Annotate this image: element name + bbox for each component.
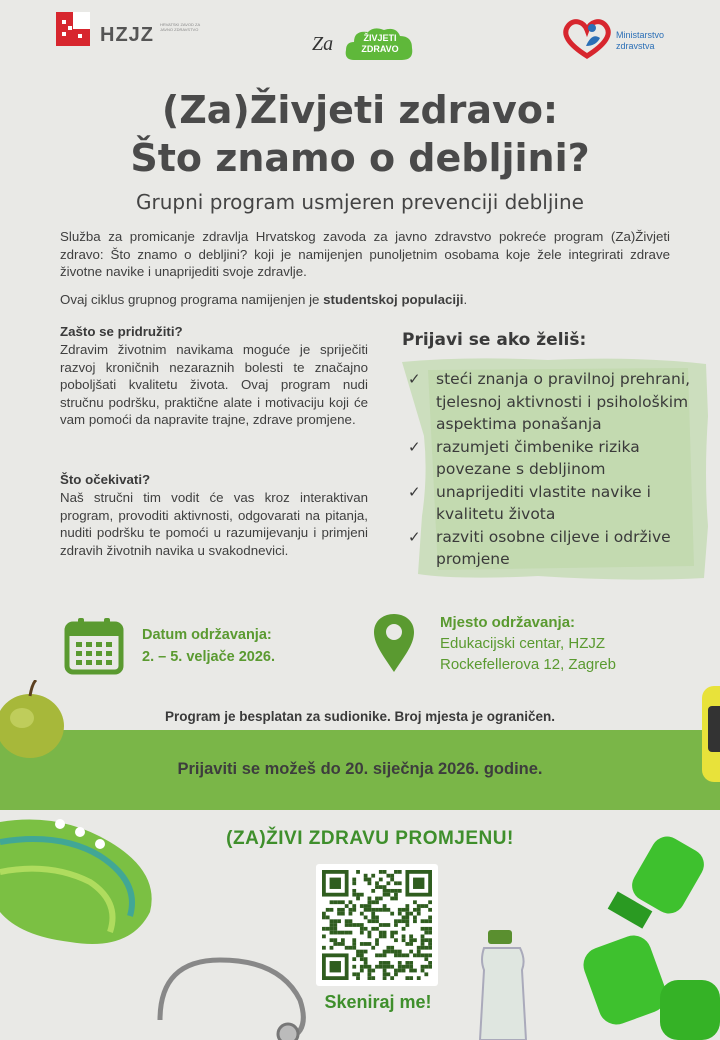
date-block xyxy=(142,624,275,668)
signup-item-line: povezane s debljinom xyxy=(436,460,606,478)
signup-item-line: steći znanja o pravilnoj prehrani, xyxy=(436,370,691,388)
dumbbells-icon xyxy=(580,830,720,1040)
signup-item xyxy=(388,368,708,436)
signup-item xyxy=(388,481,708,526)
apple-icon xyxy=(0,680,70,760)
signup-list xyxy=(388,368,708,571)
campaign-logo xyxy=(306,20,418,66)
hzjz-logo xyxy=(56,12,206,56)
place-line-2: Rockefellerova 12, Zagreb xyxy=(440,656,616,673)
checkmark-icon: ✓ xyxy=(408,370,421,388)
title-line-1: (Za)Živjeti zdravo: xyxy=(161,88,559,132)
checkmark-icon: ✓ xyxy=(408,527,421,546)
intro-cycle-suffix: . xyxy=(463,292,468,307)
expect-text: Naš stručni tim vodit će vas kroz interaktivan program, provoditi aktivnosti, odgovarati na pitanja, nuditi podršku te pomoći u razumijevanju i primjeni zdravih životnih navika u svakodnevici. xyxy=(60,490,368,558)
qr-code[interactable] xyxy=(316,864,438,986)
subtitle: Grupni program usmjeren prevenciji debljine xyxy=(136,190,584,214)
signup-item-line: kvalitetu života xyxy=(436,505,556,523)
title-line-2: Što znamo o debljini? xyxy=(130,136,590,180)
place-line-1: Edukacijski centar, HZJZ xyxy=(440,635,606,652)
signup-item xyxy=(388,526,708,571)
date-value: 2. – 5. veljače 2026. xyxy=(142,649,276,665)
intro-cycle-prefix: Ovaj ciklus grupnog programa namijenjen je xyxy=(60,292,324,307)
campaign-logo-main: ŽIVJETI ZDRAVO xyxy=(361,33,399,54)
fitness-tracker-icon xyxy=(696,686,720,782)
place-block xyxy=(440,612,616,675)
place-label: Mjesto održavanja: xyxy=(440,614,576,631)
expect-section xyxy=(60,472,368,559)
qr-code-icon xyxy=(322,870,432,980)
water-bottle-icon xyxy=(470,930,550,1040)
campaign-logo-prefix: Za xyxy=(312,33,334,55)
intro-cycle-bold: studentskoj populaciji xyxy=(323,292,464,307)
ministry-logo xyxy=(562,16,682,60)
intro-cycle xyxy=(60,292,670,307)
hzjz-logo-text: HZJZ xyxy=(100,24,154,46)
scan-label: Skeniraj me! xyxy=(324,992,432,1012)
signup-item-line: razviti osobne ciljeve i održive xyxy=(436,527,671,546)
deadline-text: Prijaviti se možeš do 20. siječnja 2026. godine. xyxy=(177,760,543,778)
signup-box xyxy=(388,330,708,580)
signup-heading: Prijavi se ako želiš: xyxy=(402,330,587,350)
signup-item-line: aspektima ponašanja xyxy=(436,415,602,433)
signup-item-line: tjelesnoj aktivnosti i psihološkim xyxy=(436,392,689,411)
hzjz-logo-subtext: HRVATSKI ZAVOD ZA JAVNO ZDRAVSTVO xyxy=(160,22,200,32)
checkmark-icon: ✓ xyxy=(408,482,421,501)
heart-family-icon xyxy=(562,16,612,60)
hzjz-mark-icon xyxy=(56,12,90,46)
why-heading: Zašto se pridružiti? xyxy=(60,324,183,339)
signup-item-line: promjene xyxy=(436,550,510,568)
why-section xyxy=(60,324,368,429)
calendar-icon xyxy=(64,616,124,676)
slogan: (ZA)ŽIVI ZDRAVU PROMJENU! xyxy=(226,828,514,849)
why-text: Zdravim životnim navikama moguće je spriječiti razvoj kroničnih nezaraznih bolesti te značajno poboljšati kvalitetu života. Ovaj program nudi stručnu podršku, praktične alate i motivaciju koji će vam pomoći da napravite trajne, zdrave promjene. xyxy=(60,342,368,427)
location-pin-icon xyxy=(372,612,416,674)
ministry-logo-text: Ministarstvo zdravstva xyxy=(616,30,665,51)
signup-item-line: razumjeti čimbenike rizika xyxy=(436,437,640,456)
signup-item-line: unaprijediti vlastite navike i xyxy=(436,482,651,501)
expect-heading: Što očekivati? xyxy=(60,472,151,487)
date-label: Datum održavanja: xyxy=(142,627,272,643)
signup-item xyxy=(388,436,708,481)
checkmark-icon: ✓ xyxy=(408,437,421,456)
intro-paragraph: Služba za promicanje zdravlja Hrvatskog zavoda za javno zdravstvo pokreće program (Za)Živjeti zdravo: Što znamo o debljini? koji je namijenjen punoljetnim osobama koje žele integrirati zdrave životne navike i unaprijediti svoje zdravlje. xyxy=(60,229,670,279)
stethoscope-icon xyxy=(150,950,320,1040)
free-notice: Program je besplatan za sudionike. Broj mjesta je ograničen. xyxy=(164,709,556,724)
